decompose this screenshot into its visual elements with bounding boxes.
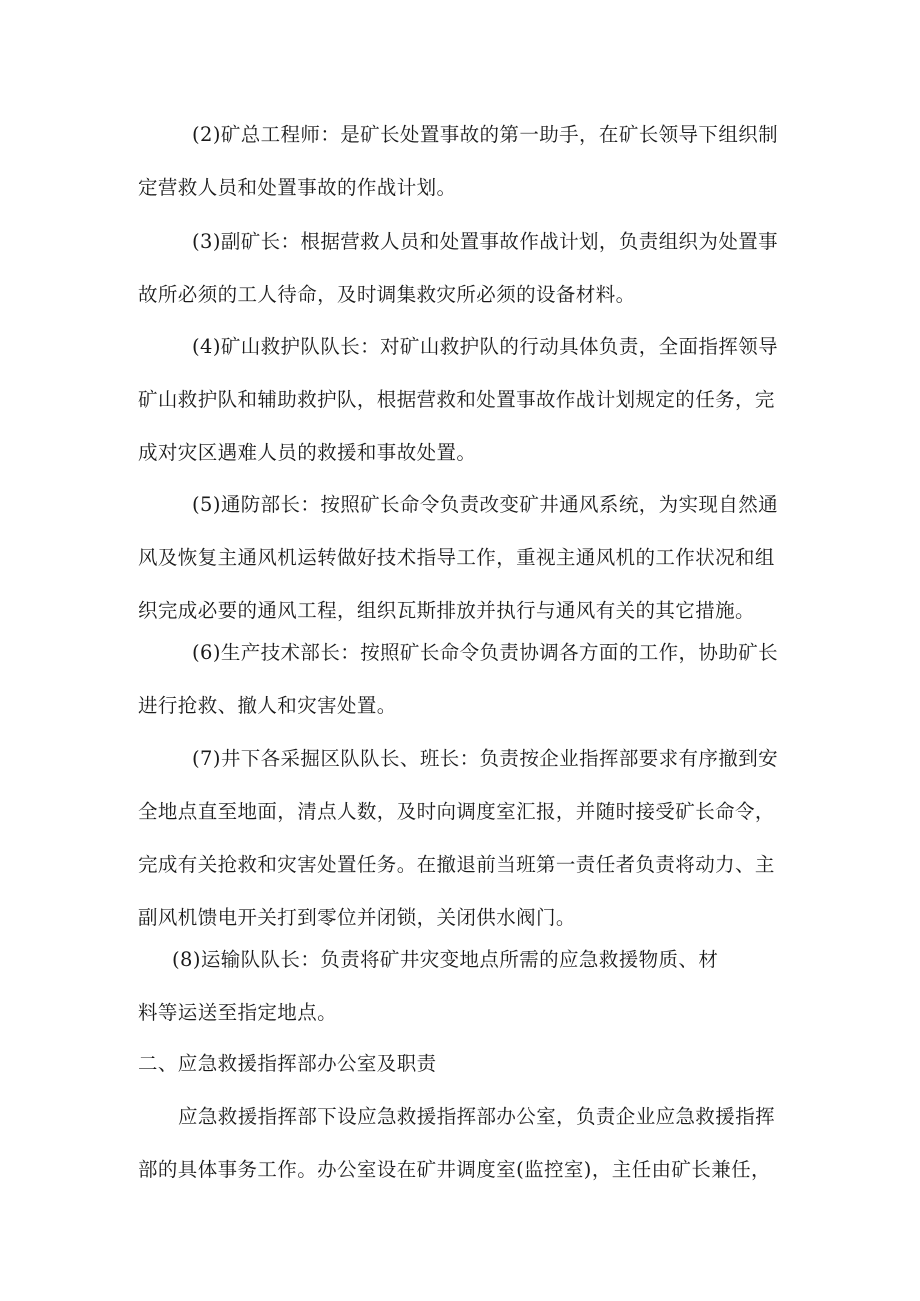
- text-line: 故所必须的工人待命，及时调集救灾所必须的设备材料。: [138, 283, 636, 306]
- text-line: (3)副矿长：根据营救人员和处置事故作战计划，负责组织为处置事: [192, 230, 779, 253]
- paragraph-chief-engineer: [138, 108, 784, 214]
- text-line: 风及恢复主通风机运转做好技术指导工作，重视主通风机的工作状况和组: [138, 546, 775, 569]
- text-line: (4)矿山救护队队长：对矿山救护队的行动具体负责，全面指挥领导: [192, 335, 779, 358]
- text-line: 矿山救护队和辅助救护队，根据营救和处置事故作战计划规定的任务，完: [138, 388, 775, 411]
- paragraph-rescue-team-captain: [138, 320, 784, 479]
- text-line: 应急救援指挥部下设应急救援指挥部办公室，负责企业应急救援指挥: [178, 1105, 776, 1128]
- text-line: 织完成必要的通风工程，组织瓦斯排放并执行与通风有关的其它措施。: [138, 599, 755, 622]
- paragraph-production-tech-chief: [138, 626, 784, 732]
- text-line: 部的具体事务工作。办公室设在矿井调度室(监控室)，主任由矿长兼任，: [138, 1158, 771, 1181]
- paragraph-deputy-mine-director: [138, 215, 784, 321]
- text-line: (2)矿总工程师：是矿长处置事故的第一助手，在矿长领导下组织制: [192, 123, 779, 146]
- text-line: 料等运送至指定地点。: [138, 1001, 338, 1024]
- text-line: (7)井下各采掘区队队长、班长：负责按企业指挥部要求有序撤到安: [192, 747, 779, 770]
- text-line: (5)通防部长：按照矿长命令负责改变矿井通风系统，为实现自然通: [192, 493, 779, 516]
- paragraph-command-office: [138, 1090, 784, 1196]
- paragraph-transport-team-captain: [138, 933, 784, 1039]
- text-line: 定营救人员和处置事故的作战计划。: [138, 176, 457, 199]
- section-heading: 二、应急救援指挥部办公室及职责: [138, 1052, 437, 1075]
- text-line: 成对灾区遇难人员的救援和事故处置。: [138, 441, 477, 464]
- text-line: (8)运输队队长：负责将矿井灾变地点所需的应急救援物质、材: [172, 948, 719, 971]
- text-line: 副风机馈电开关打到零位并闭锁，关闭供水阀门。: [138, 906, 576, 929]
- text-line: 完成有关抢救和灾害处置任务。在撤退前当班第一责任者负责将动力、主: [138, 853, 775, 876]
- paragraph-underground-team-leaders: [138, 732, 784, 944]
- text-line: 进行抢救、撤人和灾害处置。: [138, 694, 397, 717]
- text-line: 全地点直至地面，清点人数，及时向调度室汇报，并随时接受矿长命令，: [138, 800, 775, 823]
- paragraph-ventilation-chief: [138, 478, 784, 637]
- text-line: (6)生产技术部长：按照矿长命令负责协调各方面的工作，协助矿长: [192, 641, 779, 664]
